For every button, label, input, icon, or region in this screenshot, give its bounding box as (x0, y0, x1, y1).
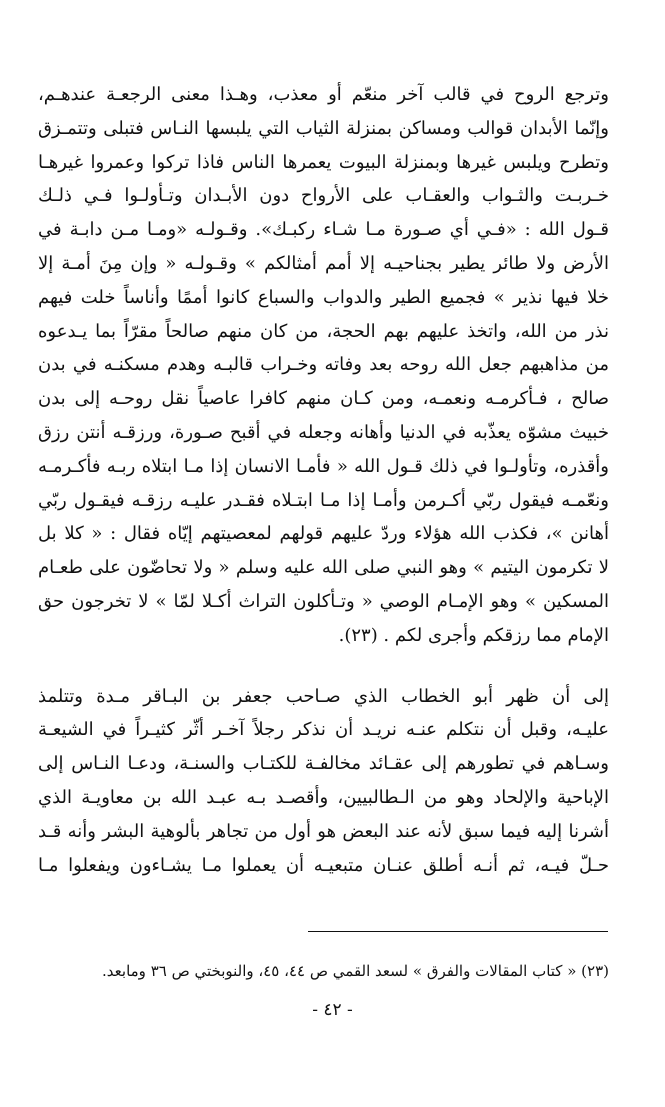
text-line: أشرنا إليه فيما سبق لأنه عند البعض هو أول من تجاهر بألوهية البشر وأنه قـد (38, 820, 609, 842)
text-line: خبيث مشوّه يعذّبه في الدنيا وأهانه وجعله في أقبح صـورة، ورزقـه أنتن رزق (38, 421, 609, 443)
text-line: خلا فيها نذير » فجميع الطير والدواب والسباع كانوا أممًا وأناساً خلت فيهم (38, 286, 609, 308)
text-line: الأرض ولا طائر يطير بجناحيـه إلا أمم أمثالكم » وقـولـه « وإن مِنَ أمـة إلا (38, 252, 609, 274)
text-line: لا تكرمون اليتيم » وهو النبي صلى الله عليه وسلم « ولا تحاضّون على طعـام (38, 557, 609, 579)
paragraph-1 (38, 78, 609, 653)
text-line: الإباحية والإلحاد وهو من الـطالبيين، وأقصـد بـه عبـد الله بن معاويـة الذي (38, 786, 609, 808)
text-line: أهانن »، فكذب الله هؤلاء وردّ عليهم قولهم لمعصيتهم إيّاه فقال : « كلا بل (38, 523, 609, 545)
footnote-divider (308, 931, 608, 932)
text-line: المسكين » وهو الإمـام الوصي « وتـأكلون التراث أكـلا لمّا » لا تخرجون حق (38, 590, 609, 612)
text-line: خـربـت والثـواب والعقـاب على الأرواح دون الأبـدان وتـأولـوا فـي ذلـك (38, 185, 609, 207)
text-line: الإمام مما رزقكم وأجرى لكم . (٢٣). (338, 624, 609, 646)
text-line: وإنّما الأبدان قوالب ومساكن بمنزلة الثياب التي يلبسها النـاس فتبلى وتتمـزق (38, 117, 609, 139)
text-line: نذر من الله، واتخذ عليهم بهم الحجة، من كان منهم صالحاً مقرّاً بما يـدعوه (38, 320, 609, 342)
text-line: وترجع الروح في قالب آخر منعّم أو معذب، وهـذا معنى الرجعـة عندهـم، (38, 84, 609, 105)
text-line: إلى أن ظهر أبو الخطاب الذي صـاحب جعفر بن البـاقر مـدة وتتلمذ (38, 685, 609, 707)
text-line: وسـاهم في تطورهم إلى عقـائد مخالفـة للكتـاب والسنـة، ودعـا النـاس إلى (38, 753, 609, 775)
text-line: عليـه، وقبل أن نتكلم عنـه نريـد أن نذكر رجلاً آخـر أثّر كثيـراً في الشيعـة (38, 719, 609, 741)
text-line: صالح ، فـأكرمـه ونعمـه، ومن كـان منهم كافرا عاصياً نقل روحـه إلى بدن (38, 388, 609, 410)
text-line: من مذاهبهم جعل الله روحه بعد وفاته وخـراب قالبـه وهدم مسكنـه في بدن (38, 354, 609, 376)
text-line: ونعّمـه فيقول ربّي أكـرمن وأمـا إذا مـا ابتـلاه فقـدر عليـه رزقـه فيقـول ربّي (38, 489, 609, 511)
text-line: وتطرح ويلبس غيرها وبمنزلة البيوت يعمرها الناس فاذا تركوا وعمروا غيرهـا (38, 151, 609, 173)
page-number: - ٤٢ - (312, 1000, 353, 1020)
text-line: وأقذره، وتأولـوا في ذلك قـول الله « فأمـا الانسان إذا مـا ابتلاه ربـه فأكـرمـه (38, 455, 609, 477)
footnote: (٢٣) « كتاب المقالات والفرق » لسعد القمي ص ٤٤، ٤٥، والنوبختي ص ٣٦ ومابعد. (102, 962, 609, 980)
body-text (38, 78, 609, 882)
text-line: قـول الله : «فـي أي صـورة مـا شـاء ركبـك». وقـولـه «ومـا مـن دابـة في (38, 219, 609, 241)
text-line: حـلّ فيـه، ثم أنـه أطلق عنـان متبعيـه أن يعملوا مـا يشـاءون ويفعلوا مـا (38, 854, 609, 876)
paragraph-2 (38, 680, 609, 883)
